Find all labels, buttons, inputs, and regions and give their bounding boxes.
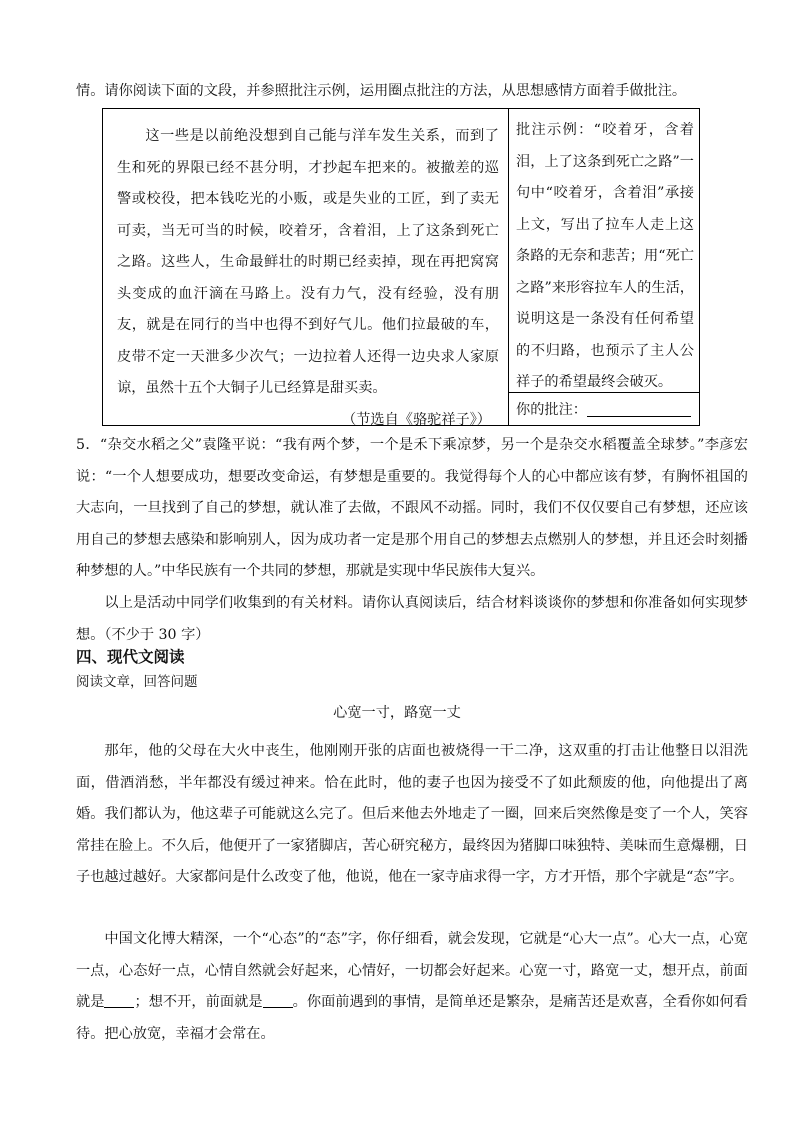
annotation-table: [102, 108, 700, 426]
article-title: 心宽一寸，路宽一丈: [333, 705, 461, 721]
your-note-label: 你的批注：: [516, 402, 587, 418]
your-note-cell: [516, 395, 691, 427]
article-paragraph-2-part-1: 中国文化博大精深，一个“心态”的“态”字，你仔细看，就会发现，它就是“心大一点”。心大一点，心宽一点，心态好一点，心情自然就会好起来，心情好，一切都会好起来。心宽一寸，路宽一丈，想开点，前面就是: [76, 931, 748, 1010]
annotation-example: 批注示例：“咬着牙，含着泪，上了这条到死亡之路”一句中“咬着牙，含着泪”承接上文，写出了拉车人走上这条路的无奈和悲苦；用“死亡之路”来形容拉车人的生活，说明这是一条没有任何希望的不归路，也预示了主人公祥子的希望最终会破灭。: [516, 122, 694, 390]
intro-paragraph: 情。请你阅读下面的文段，并参照批注示例，运用圈点批注的方法，从思想感情方面着手做批注。: [76, 83, 687, 99]
passage-source: （节选自《骆驼祥子》）: [342, 411, 491, 428]
question-5-prompt: 以上是活动中同学们收集到的有关材料。请你认真阅读后，结合材料谈谈你的梦想和你准备如何实现梦想。（不少于 30 字）: [76, 595, 748, 643]
article-paragraph-2: [76, 924, 748, 1050]
passage-cell: [117, 121, 499, 436]
article-paragraph-1: 那年，他的父母在大火中丧生，他刚刚开张的店面也被烧得一干二净，这双重的打击让他整日以泪洗面，借酒消愁，半年都没有缓过神来。恰在此时，他的妻子也因为接受不了如此颓废的他，向他提出了离婚。我们都认为，他这辈子可能就这么完了。但后来他去外地走了一圈，回来后突然像是变了一个人，笑容常挂在脸上。不久后，他便开了一家猪脚店，苦心研究秘方，最终因为猪脚口味独特、美味而生意爆棚，日子也越过越好。大家都问是什么改变了他，他说，他在一家寺庙求得一字，方才开悟，那个字就是“态”字。: [76, 743, 748, 885]
question-5-text: 5．“杂交水稻之父”袁隆平说：“我有两个梦，一个是禾下乘凉梦，另一个是杂交水稻覆盖全球梦。”李彦宏说：“一个人想要成功，想要改变命运，有梦想是重要的。我觉得每个人的心中都应该有梦，有胸怀祖国的大志向，一旦找到了自己的梦想，就认准了去做，不跟风不动摇。同时，我们不仅仅要自己有梦想，还应该用自己的梦想去感染和影响别人，因为成功者一定是那个用自己的梦想去点燃别人的梦想，并且还会时刻播种梦想的人。”中华民族有一个共同的梦想，那就是实现中华民族伟大复兴。: [76, 437, 748, 579]
your-note-blank[interactable]: [587, 400, 691, 417]
section-heading: 四、现代文阅读: [76, 648, 185, 666]
section-instruction: 阅读文章，回答问题: [76, 674, 198, 690]
article-paragraph-2-part-2: ；想不开，前面就是: [134, 994, 263, 1010]
table-column-divider: [508, 109, 509, 425]
fill-blank-1[interactable]: [104, 993, 134, 1008]
article-paragraph-2-part-3: 。你面前遇到的事情，是简单还是繁杂，是痛苦还是欢喜，全看你如何看待。把心放宽，幸福才会常在。: [76, 994, 748, 1042]
fill-blank-2[interactable]: [263, 993, 293, 1008]
passage-text: 这一些是以前绝没想到自己能与洋车发生关系，而到了生和死的界限已经不甚分明，才抄起车把来的。被撤差的巡警或校役，把本钱吃光的小贩，或是失业的工匠，到了卖无可卖，当无可当的时候，咬着牙，含着泪，上了这条到死亡之路。这些人，生命最鲜壮的时期已经卖掉，现在再把窝窝头变成的血汗滴在马路上。没有力气，没有经验，没有朋友，就是在同行的当中也得不到好气儿。他们拉最破的车，皮带不定一天泄多少次气；一边拉着人还得一边央求人家原谅，虽然十五个大铜子儿已经算是甜买卖。: [117, 128, 499, 396]
